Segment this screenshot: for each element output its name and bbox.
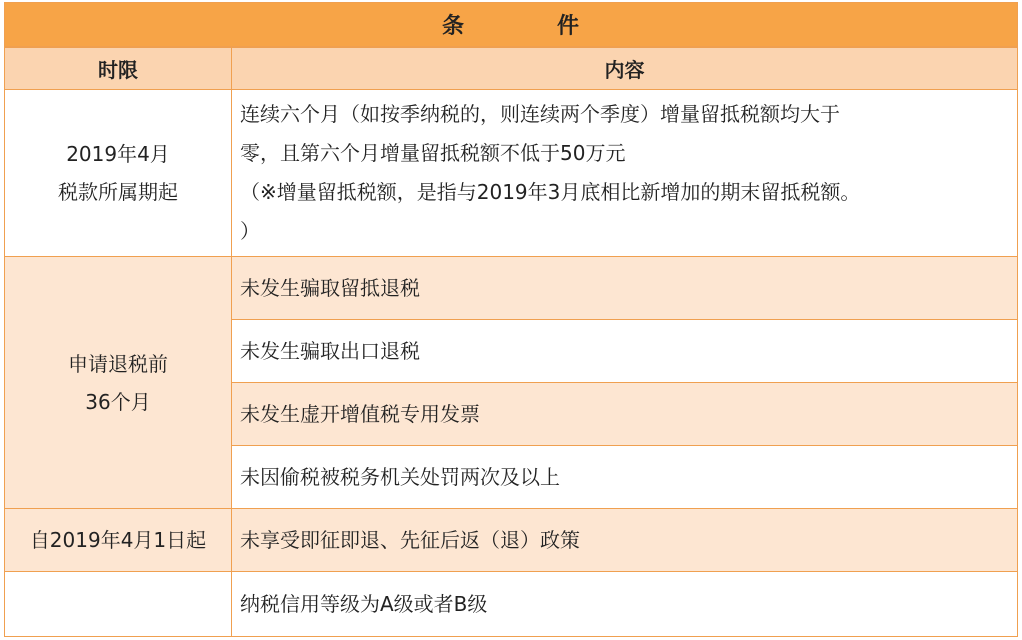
- period-cell-4: [4, 571, 232, 637]
- period-line: 申请退税前: [68, 351, 168, 376]
- period-line: 2019年4月: [66, 142, 170, 166]
- column-header-period: 时限: [4, 47, 232, 90]
- period-cell-3: 自2019年4月1日起: [4, 508, 232, 572]
- period-line: 36个月: [85, 389, 151, 414]
- content-line: ）: [240, 219, 260, 243]
- title-char-2: 件: [557, 14, 581, 39]
- table-title: [4, 2, 1018, 47]
- period-cell-2: [4, 256, 232, 509]
- content-item-2: 未发生骗取出口退税: [231, 319, 1018, 383]
- content-cell-3: 未享受即征即退、先征后返（退）政策: [231, 508, 1018, 572]
- content-line: 零，且第六个月增量留抵税额不低于50万元: [240, 141, 626, 165]
- content-item-1: 未发生骗取留抵退税: [231, 256, 1018, 320]
- column-header-content: 内容: [231, 47, 1018, 90]
- period-line: 税款所属期起: [58, 180, 178, 204]
- title-char-1: 条: [441, 14, 465, 39]
- period-cell-1: [4, 89, 232, 257]
- content-item-4: 未因偷税被税务机关处罚两次及以上: [231, 445, 1018, 509]
- content-line: 连续六个月（如按季纳税的，则连续两个季度）增量留抵税额均大于: [240, 102, 840, 126]
- content-cell-4: 纳税信用等级为A级或者B级: [231, 571, 1018, 637]
- content-item-3: 未发生虚开增值税专用发票: [231, 382, 1018, 446]
- content-line: （※增量留抵税额，是指与2019年3月底相比新增加的期末留抵税额。: [240, 180, 861, 204]
- content-cell-1: [231, 89, 1018, 257]
